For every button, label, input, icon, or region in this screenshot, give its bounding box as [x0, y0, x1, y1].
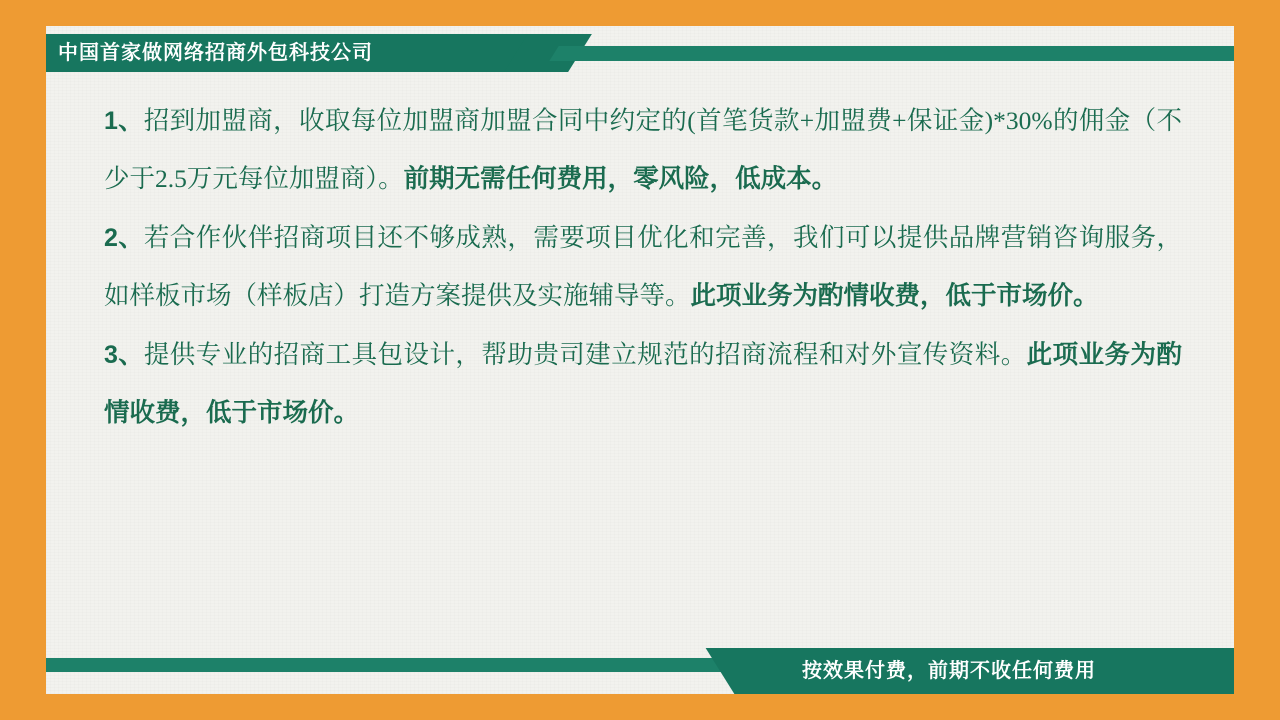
- item-text: 招到加盟商，收取每位加盟商加盟合同中约定的(首笔货款+加盟费+保证金)*30%的佣金（不少于2.5万元每位加盟商）。: [104, 106, 1182, 193]
- list-item: [104, 326, 1182, 441]
- item-text: 提供专业的招商工具包设计，帮助贵司建立规范的招商流程和对外宣传资料。: [143, 340, 1027, 369]
- item-number: 1、: [104, 107, 144, 135]
- footer-thin-stripe: [46, 658, 746, 672]
- header-title: 中国首家做网络招商外包科技公司: [58, 42, 373, 64]
- list-item: [104, 209, 1182, 324]
- item-highlight: 前期无需任何费用，零风险，低成本。: [403, 164, 838, 193]
- item-highlight: 此项业务为酌情收费，低于市场价。: [690, 281, 1099, 310]
- item-text: 若合作伙伴招商项目还不够成熟，需要项目优化和完善，我们可以提供品牌营销咨询服务，如样板市场（样板店）打造方案提供及实施辅导等。: [104, 223, 1182, 310]
- item-number: 3、: [104, 341, 144, 369]
- list-item: [104, 92, 1182, 207]
- footer-text: 按效果付费，前期不收任何费用: [802, 660, 1096, 682]
- item-number: 2、: [104, 224, 144, 252]
- footer-bar: [46, 636, 1234, 694]
- body-content: [104, 92, 1182, 443]
- header-bar: [46, 26, 1234, 72]
- header-thin-stripe: [566, 46, 1234, 61]
- item-highlight: 此项业务为酌情收费，低于市场价。: [104, 340, 1182, 427]
- content-panel: [46, 26, 1234, 694]
